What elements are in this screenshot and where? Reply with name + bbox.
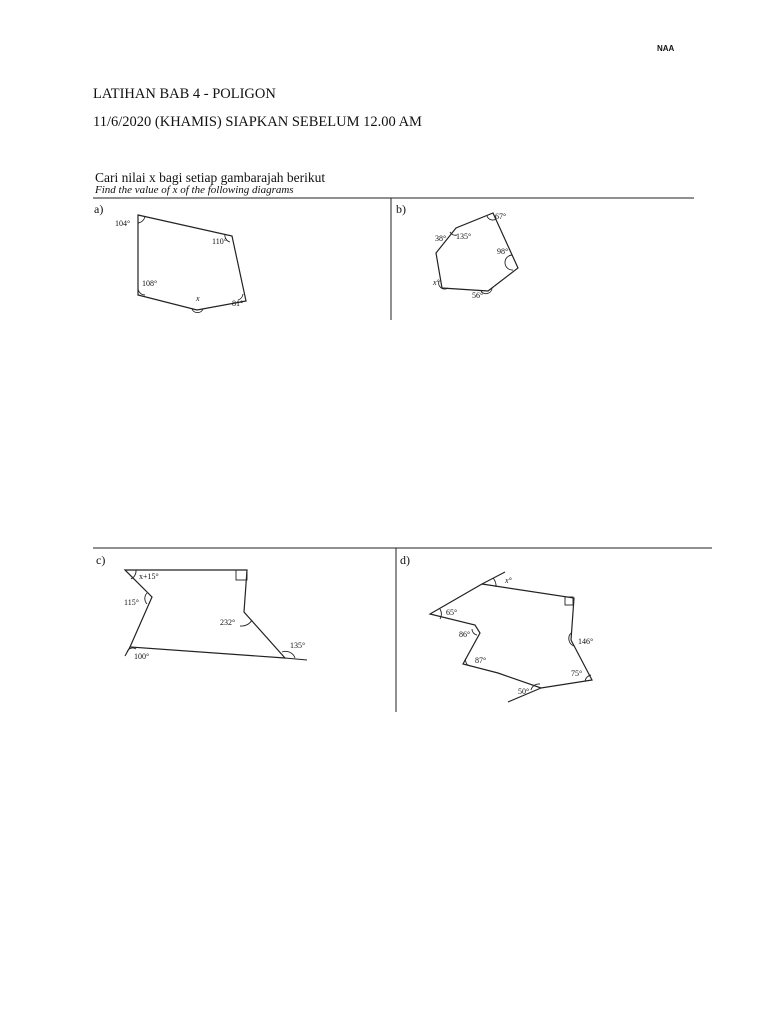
angle-d-50: 50° [518, 687, 530, 696]
angle-c-135: 135° [290, 641, 306, 650]
top-grid [93, 198, 694, 320]
angle-c-x-plus-15: x+15° [139, 572, 159, 581]
angle-d-75: 75° [571, 669, 583, 678]
author-initials: NAA [657, 44, 675, 53]
angle-d-86: 86° [459, 630, 471, 639]
angle-b-x: x° [433, 278, 440, 287]
instruction-malay: Cari nilai x bagi setiap gambarajah berikut [95, 170, 326, 185]
question-d-label: d) [400, 553, 410, 567]
angle-d-x: x° [505, 576, 512, 585]
question-a [94, 202, 246, 313]
angle-a-108: 108° [142, 279, 158, 288]
angle-b-135: 135° [456, 232, 472, 241]
question-c [96, 553, 307, 661]
question-d [400, 553, 593, 702]
question-b [396, 202, 518, 300]
angle-d-87: 87° [475, 656, 487, 665]
question-c-label: c) [96, 553, 106, 567]
question-a-label: a) [94, 202, 104, 216]
angle-a-x: x [196, 294, 200, 303]
angle-b-67: 67° [495, 212, 507, 221]
page-subtitle: 11/6/2020 (KHAMIS) SIAPKAN SEBELUM 12.00 AM [93, 114, 422, 130]
angle-d-65: 65° [446, 608, 458, 617]
angle-a-104: 104° [115, 219, 131, 228]
polygon-a [138, 215, 246, 310]
bottom-grid [93, 548, 712, 712]
angle-d-146: 146° [578, 637, 594, 646]
angle-c-115: 115° [124, 598, 139, 607]
angle-c-100: 100° [134, 652, 150, 661]
angle-c-232: 232° [220, 618, 236, 627]
angle-a-81: 81° [232, 299, 244, 308]
page-title: LATIHAN BAB 4 - POLIGON [93, 86, 276, 102]
question-b-label: b) [396, 202, 406, 216]
polygon-c [125, 570, 285, 658]
angle-b-98: 98° [497, 247, 509, 256]
angle-b-56: 56° [472, 291, 484, 300]
polygon-d [430, 584, 592, 688]
instruction-english: Find the value of x of the following diagrams [95, 184, 294, 196]
angle-b-38: 38° [435, 234, 447, 243]
angle-a-110: 110° [212, 237, 227, 246]
